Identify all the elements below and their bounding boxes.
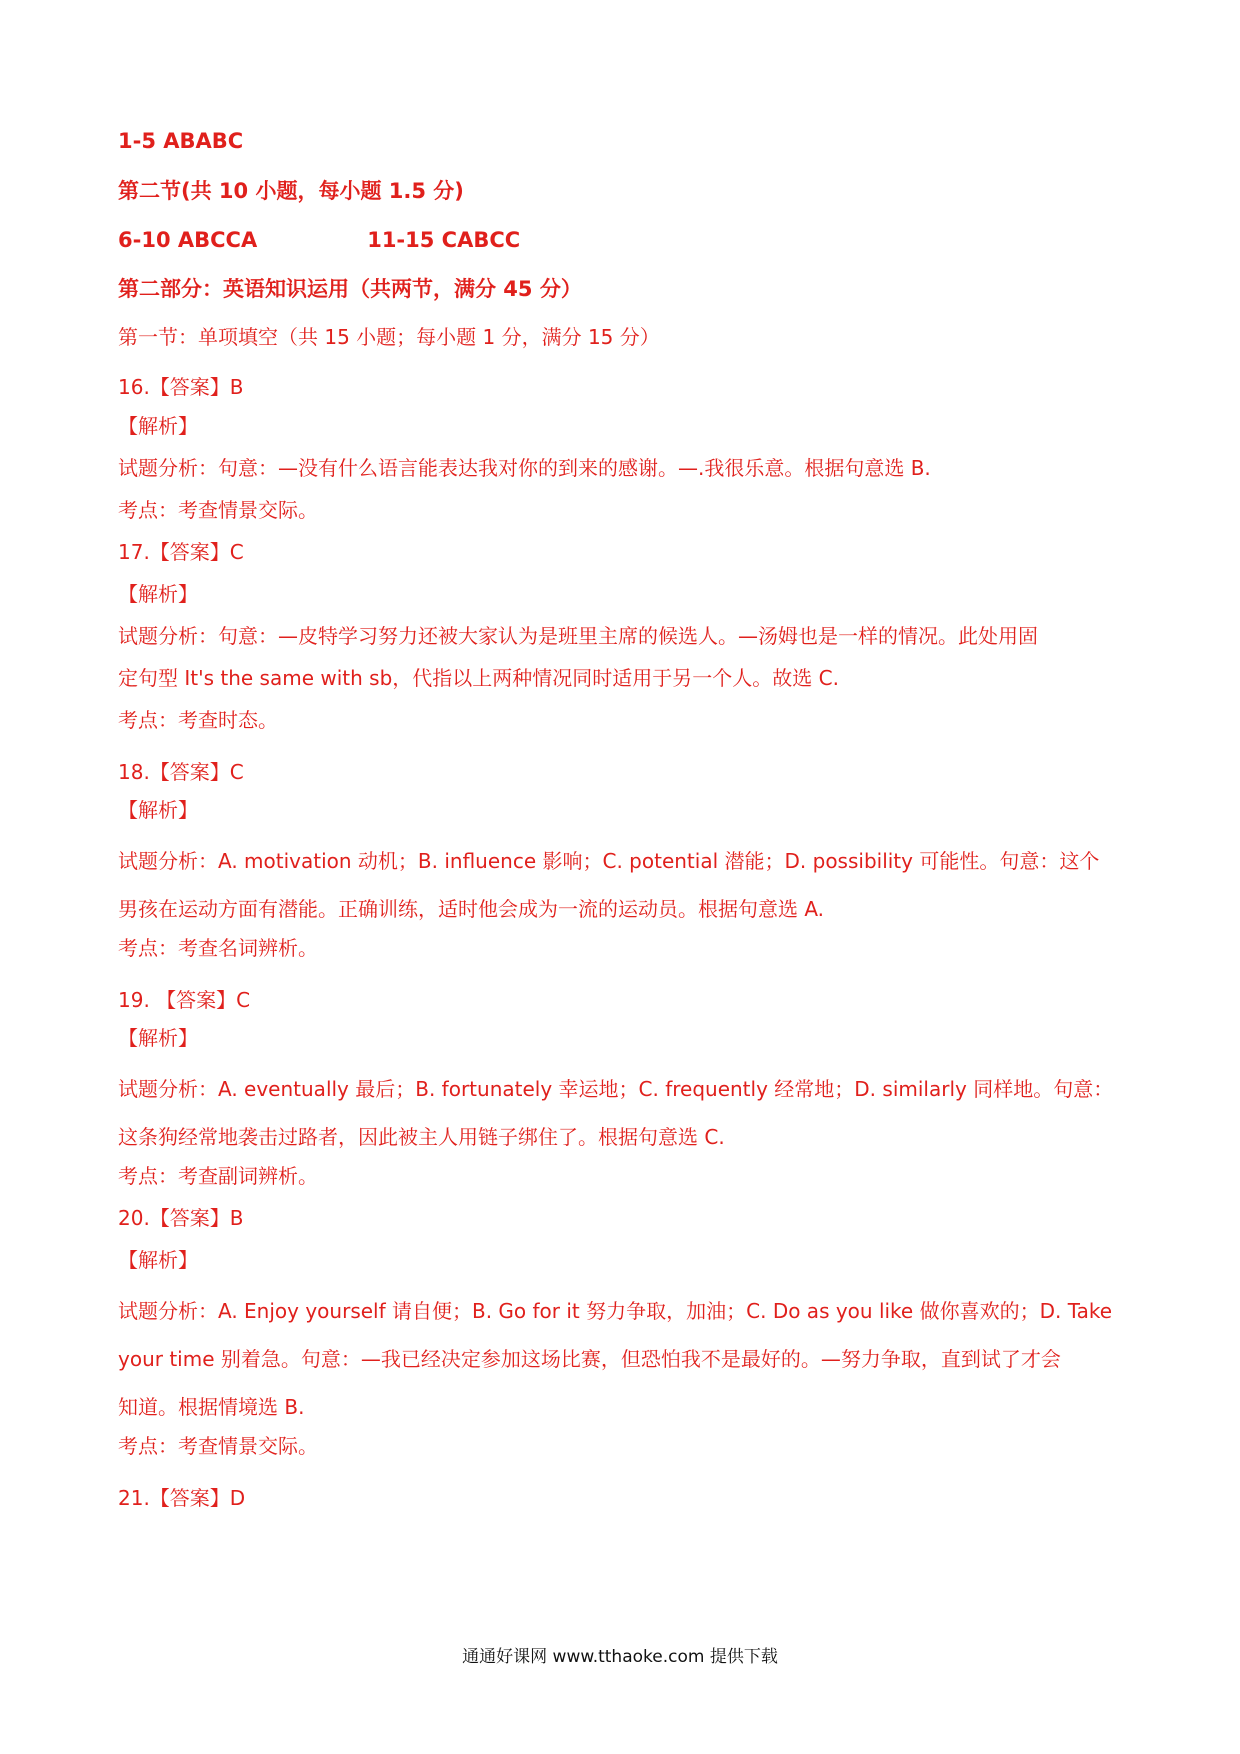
analysis-text: 试题分析：句意：—皮特学习努力还被大家认为是班里主席的候选人。—汤姆也是一样的情况。此处用固 (118, 624, 1038, 648)
answer-18: 18.【答案】C (118, 760, 244, 784)
subsection-heading: 第一节：单项填空（共 15 小题；每小题 1 分，满分 15 分） (118, 325, 660, 349)
exam-point: 考点：考查时态。 (118, 708, 278, 732)
analysis-text: 定句型 It's the same with sb，代指以上两种情况同时适用于另一个人。故选 C. (118, 666, 839, 690)
answers-6-10: 6-10 ABCCA (118, 228, 258, 252)
analysis-text: 男孩在运动方面有潜能。正确训练，适时他会成为一流的运动员。根据句意选 A. (118, 897, 825, 921)
analysis-text: 试题分析：A. motivation 动机；B. influence 影响；C. potential 潜能；D. possibility 可能性。句意：这个 (118, 849, 1100, 873)
analysis-text: 这条狗经常地袭击过路者，因此被主人用链子绑住了。根据句意选 C. (118, 1125, 725, 1149)
analysis-label: 【解析】 (118, 414, 198, 438)
answers-6-15 (118, 227, 520, 253)
exam-point: 考点：考查名词辨析。 (118, 936, 318, 960)
analysis-text: 知道。根据情境选 B. (118, 1395, 305, 1419)
analysis-label: 【解析】 (118, 1026, 198, 1050)
exam-point: 考点：考查情景交际。 (118, 498, 318, 522)
answer-16: 16.【答案】B (118, 375, 244, 399)
exam-point: 考点：考查副词辨析。 (118, 1164, 318, 1188)
analysis-label: 【解析】 (118, 798, 198, 822)
answers-1-5: 1-5 ABABC (118, 129, 244, 153)
analysis-label: 【解析】 (118, 1248, 198, 1272)
analysis-label: 【解析】 (118, 582, 198, 606)
page-footer: 通通好课网 www.tthaoke.com 提供下载 (462, 1647, 778, 1667)
analysis-text: 试题分析：A. eventually 最后；B. fortunately 幸运地；C. frequently 经常地；D. similarly 同样地。句意： (118, 1077, 1114, 1101)
part-heading: 第二部分：英语知识运用（共两节，满分 45 分） (118, 277, 582, 301)
answer-21: 21.【答案】D (118, 1486, 246, 1510)
answer-19: 19. 【答案】C (118, 988, 251, 1012)
answers-11-15: 11-15 CABCC (367, 228, 521, 252)
section-heading: 第二节(共 10 小题，每小题 1.5 分) (118, 179, 464, 203)
analysis-text: 试题分析：句意：—没有什么语言能表达我对你的到来的感谢。—.我很乐意。根据句意选 B. (118, 456, 931, 480)
analysis-text: 试题分析：A. Enjoy yourself 请自便；B. Go for it 努力争取，加油；C. Do as you like 做你喜欢的；D. Take (118, 1299, 1113, 1323)
analysis-text: your time 别着急。句意：—我已经决定参加这场比赛，但恐怕我不是最好的。—努力争取，直到试了才会 (118, 1347, 1061, 1371)
answer-20: 20.【答案】B (118, 1206, 244, 1230)
exam-point: 考点：考查情景交际。 (118, 1434, 318, 1458)
answer-17: 17.【答案】C (118, 540, 244, 564)
